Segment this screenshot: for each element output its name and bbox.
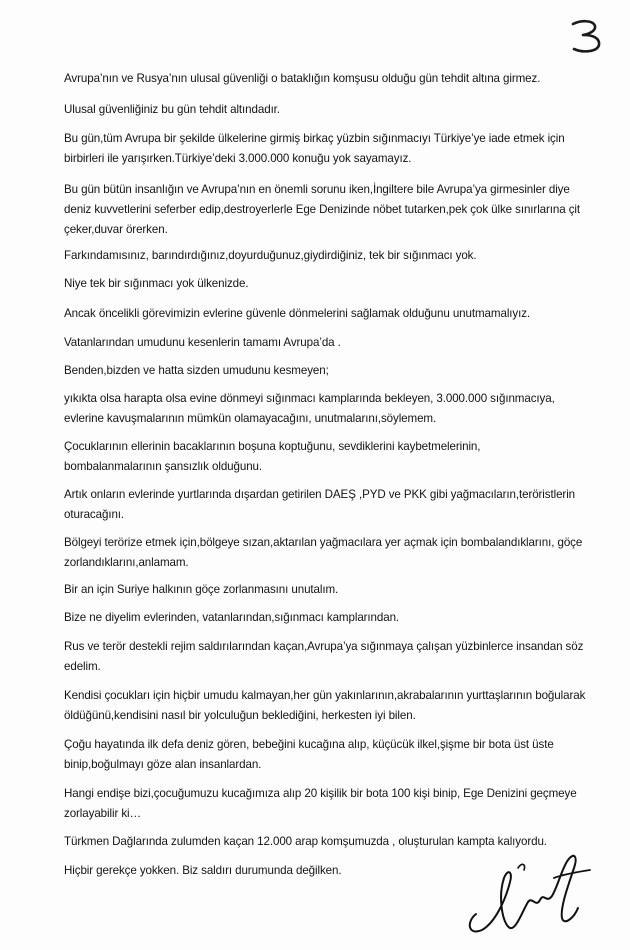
paragraph-10: yıkıkta olsa harapta olsa evine dönmeyi sığınmacı kamplarında bekleyen, 3.000.000 sığınmacıya, evlerine kavuşmalarının mümkün olamayacağını, unutmalarını,söylemem.	[64, 392, 555, 425]
paragraph-1: Avrupa’nın ve Rusya’nın ulusal güvenliği o bataklığın komşusu olduğu gün tehdit altına girmez.	[64, 72, 541, 85]
paragraph-3: Bu gün,tüm Avrupa bir şekilde ülkelerine girmiş birkaç yüzbin sığınmacıyı Türkiye’ye iade etmek için birbirleri ile yarışırken.Türkiye’deki 3.000.000 konuğu yok sayamayız.	[64, 132, 565, 165]
paragraph-5: Farkındamısınız, barındırdığınız,doyurduğunuz,giydirdiğiniz, tek bir sığınmacı yok.	[64, 249, 477, 262]
paragraph-17: Kendisi çocukları için hiçbir umudu kalmayan,her gün yakınlarının,akrabalarının yurttaşlarının boğularak öldüğünü,kendisini nasıl bir yolculuğun beklediğini, herkesten iyi bilen.	[64, 689, 586, 722]
paragraph-20: Türkmen Dağlarında zulumden kaçan 12.000 arap komşumuzda , oluşturulan kampta kalıyordu.	[64, 835, 547, 848]
paragraph-9: Benden,bizden ve hatta sizden umudunu kesmeyen;	[64, 364, 329, 377]
paragraph-19: Hangi endişe bizi,çocuğumuzu kucağımıza alıp 20 kişilik bir bota 100 kişi binip, Ege Denizini geçmeye zorlayabilir ki…	[64, 787, 577, 820]
paragraph-2: Ulusal güvenliğiniz bu gün tehdit altındadır.	[64, 103, 280, 116]
paragraph-8: Vatanlarından umudunu kesenlerin tamamı Avrupa’da .	[64, 336, 341, 349]
paragraph-16: Rus ve terör destekli rejim saldırılarından kaçan,Avrupa’ya sığınmaya çalışan yüzbinlerce insandan söz edelim.	[64, 640, 584, 673]
handwritten-signature	[458, 838, 598, 940]
paragraph-21: Hiçbir gerekçe yokken. Biz saldırı durumunda değilken.	[64, 864, 342, 877]
handwritten-page-number	[567, 16, 607, 56]
paragraph-18: Çoğu hayatında ilk defa deniz gören, bebeğini kucağına alıp, küçücük ilkel,şişme bir bota üst üste binip,boğulmayı göze alan insanlardan.	[64, 738, 554, 771]
paragraph-14: Bir an için Suriye halkının göçe zorlanmasını unutalım.	[64, 583, 339, 596]
paragraph-13: Bölgeyi terörize etmek için,bölgeye sızan,aktarılan yağmacılara yer açmak için bombalandıklarını, göçe zorlandıklarını,anlamam.	[64, 536, 583, 569]
paragraph-4: Bu gün bütün insanlığın ve Avrupa’nın en önemli sorunu iken,İngiltere bile Avrupa’ya girmesinler diye deniz kuvvetlerini seferber edip,destroyerlerle Ege Denizinde nöbet tutarken,pek çok ülke sınırlarına çit çeker,duvar örerken.	[64, 183, 581, 236]
paragraph-15: Bize ne diyelim evlerinden, vatanlarından,sığınmacı kamplarından.	[64, 611, 400, 624]
paragraph-12: Artık onların evlerinde yurtlarında dışardan getirilen DAEŞ ,PYD ve PKK gibi yağmacıların,teröristlerin oturacağını.	[64, 488, 576, 521]
paragraph-11: Çocuklarının ellerinin bacaklarının boşuna koptuğunu, sevdiklerini kaybetmelerinin, bombalanmalarının şansızlık olduğunu.	[64, 440, 481, 473]
paragraph-6: Niye tek bir sığınmacı yok ülkenizde.	[64, 277, 249, 290]
paragraph-7: Ancak öncelikli görevimizin evlerine güvenle dönmelerini sağlamak olduğunu unutmamalıyız.	[64, 307, 531, 320]
